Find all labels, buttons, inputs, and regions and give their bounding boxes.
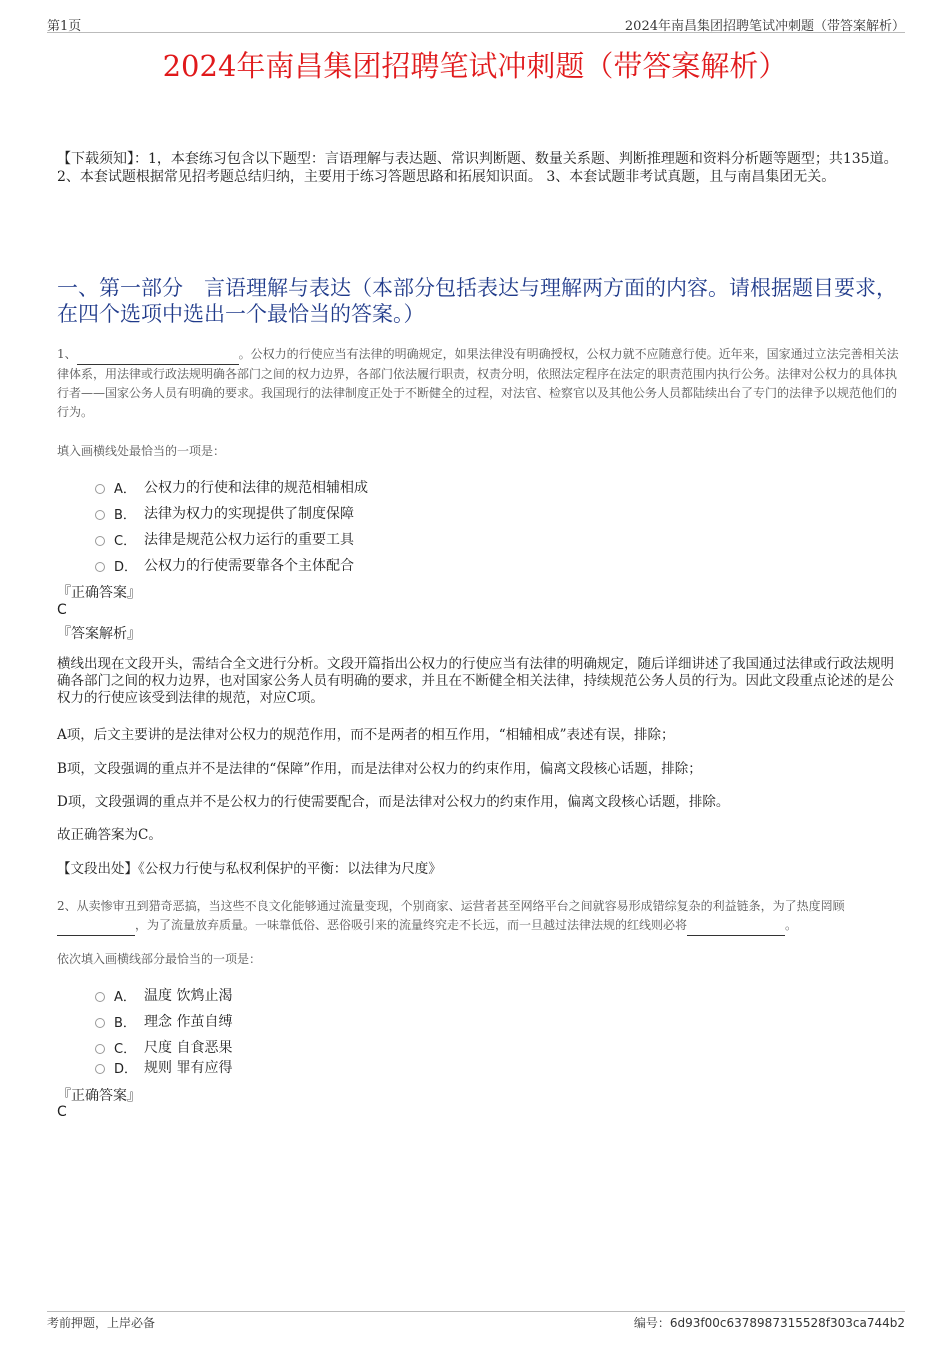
analysis-conclusion: 故正确答案为C。 (57, 827, 162, 843)
question-1-prompt: 填入画横线处最恰当的一项是： (57, 444, 226, 458)
option-text: 法律是规范公权力运行的重要工具 (144, 532, 354, 548)
option-text: 公权力的行使和法律的规范相辅相成 (144, 480, 368, 496)
document-code-value: 6d93f00c6378987315528f303ca744b2 (669, 1316, 905, 1330)
question-1-number: 1、 (57, 347, 77, 361)
question-1-body: 。公权力的行使应当有法律的明确规定，如果法律没有明确授权，公权力就不应随意行使。近年来，国家通过立法完善相关法律体系，用法律或行政法规明确各部门之间的权力边界，各部门依法履行职责，权责分明，依照法定程序在法定的职责范围内执行公务。法律对公权力的具体执行者——国家公务人员有明确的要求。我国现行的法律制度正处于不断健全的过程，对法官、检察官以及其他公务人员都陆续出台了专门的法律予以规范他们的行为。 (57, 347, 899, 419)
radio-icon[interactable] (95, 484, 105, 494)
question-1-option-d[interactable] (95, 555, 354, 575)
question-1-text (57, 345, 902, 422)
option-text: 温度 饮鸩止渴 (144, 988, 233, 1004)
analysis-paragraph: D项，文段强调的重点并不是公权力的行使需要配合，而是法律对公权力的约束作用，偏离文段核心话题，排除。 (57, 794, 730, 810)
radio-icon[interactable] (95, 1018, 105, 1028)
option-letter: C． (114, 1041, 137, 1057)
option-text: 尺度 自食恶果 (144, 1040, 233, 1056)
radio-icon[interactable] (95, 992, 105, 1002)
question-2-blank-1 (57, 916, 135, 936)
option-letter: D． (114, 559, 138, 575)
footer-slogan: 考前押题，上岸必备 (47, 1316, 156, 1330)
question-2-blank-2 (687, 916, 785, 936)
option-text: 法律为权力的实现提供了制度保障 (144, 506, 354, 522)
option-text: 理念 作茧自缚 (144, 1014, 233, 1030)
question-1-option-a[interactable] (95, 477, 368, 497)
option-letter: A． (114, 989, 136, 1005)
radio-icon[interactable] (95, 1044, 105, 1054)
question-1-option-c[interactable] (95, 529, 354, 549)
question-2-prompt: 依次填入画横线部分最恰当的一项是： (57, 952, 262, 966)
radio-icon[interactable] (95, 536, 105, 546)
question-2-option-c[interactable] (95, 1037, 232, 1057)
analysis-source: 【文段出处】《公权力行使与私权利保护的平衡：以法律为尺度》 (57, 861, 442, 877)
question-2-option-a[interactable] (95, 985, 232, 1005)
question-1-answer-label: 『正确答案』 (57, 585, 141, 601)
question-2-body-c: 。 (785, 918, 798, 932)
radio-icon[interactable] (95, 1064, 105, 1074)
question-2-body-a: 从卖惨审丑到猎奇恶搞，当这些不良文化能够通过流量变现，个别商家、运营者甚至网络平台之间就容易形成错综复杂的利益链条，为了热度罔顾 (76, 899, 845, 913)
question-2-answer: C (57, 1104, 67, 1120)
document-code-label: 编号： (633, 1316, 670, 1330)
question-1-analysis-label: 『答案解析』 (57, 626, 141, 642)
question-2-answer-label: 『正确答案』 (57, 1088, 141, 1104)
question-2-number: 2、 (57, 899, 77, 913)
question-1-blank (77, 345, 239, 365)
question-2-option-b[interactable] (95, 1011, 232, 1031)
question-1-option-b[interactable] (95, 503, 354, 523)
page-number: 第1页 (47, 19, 82, 34)
page-title: 2024年南昌集团招聘笔试冲刺题（带答案解析） (162, 49, 788, 83)
footer-divider (47, 1311, 905, 1312)
option-letter: B． (114, 507, 136, 523)
analysis-paragraph: 横线出现在文段开头，需结合全文进行分析。文段开篇指出公权力的行使应当有法律的明确规定，随后详细讲述了我国通过法律或行政法规明确各部门之间的权力边界，也对国家公务人员有明确的要求，并且在不断健全相关法律，持续规范公务人员的行为。因此文段重点论述的是公权力的行使应该受到法律的规范，对应C项。 (57, 656, 894, 706)
document-code (634, 1314, 905, 1331)
download-notice: 【下载须知】：1，本套练习包含以下题型：言语理解与表达题、常识判断题、数量关系题、判断推理题和资料分析题等题型；共135道。 2、本套试题根据常见招考题总结归纳，主要用于练习答题思路和拓展知识面。 3、本套试题非考试真题，且与南昌集团无关。 (57, 151, 898, 185)
header-doc-title: 2024年南昌集团招聘笔试冲刺题（带答案解析） (624, 19, 905, 34)
question-2-text (57, 897, 902, 936)
radio-icon[interactable] (95, 562, 105, 572)
analysis-paragraph: A项，后文主要讲的是法律对公权力的规范作用，而不是两者的相互作用，“相辅相成”表述有误，排除； (57, 727, 675, 743)
option-text: 规则 罪有应得 (144, 1060, 233, 1076)
radio-icon[interactable] (95, 510, 105, 520)
analysis-paragraph: B项，文段强调的重点并不是法律的“保障”作用，而是法律对公权力的约束作用，偏离文段核心话题，排除； (57, 761, 702, 777)
question-1-answer: C (57, 602, 67, 618)
question-2-body-b: ，为了流量放弃质量。一味靠低俗、恶俗吸引来的流量终究走不长远，而一旦越过法律法规的红线则必将 (135, 918, 688, 932)
question-2-option-d[interactable] (95, 1057, 232, 1077)
option-text: 公权力的行使需要靠各个主体配合 (144, 558, 354, 574)
option-letter: D． (114, 1061, 138, 1077)
option-letter: B． (114, 1015, 136, 1031)
option-letter: A． (114, 481, 136, 497)
header-divider (47, 32, 905, 33)
option-letter: C． (114, 533, 137, 549)
section-heading: 一、第一部分 言语理解与表达（本部分包括表达与理解两方面的内容。请根据题目要求，在四个选项中选出一个最恰当的答案。） (57, 276, 897, 326)
